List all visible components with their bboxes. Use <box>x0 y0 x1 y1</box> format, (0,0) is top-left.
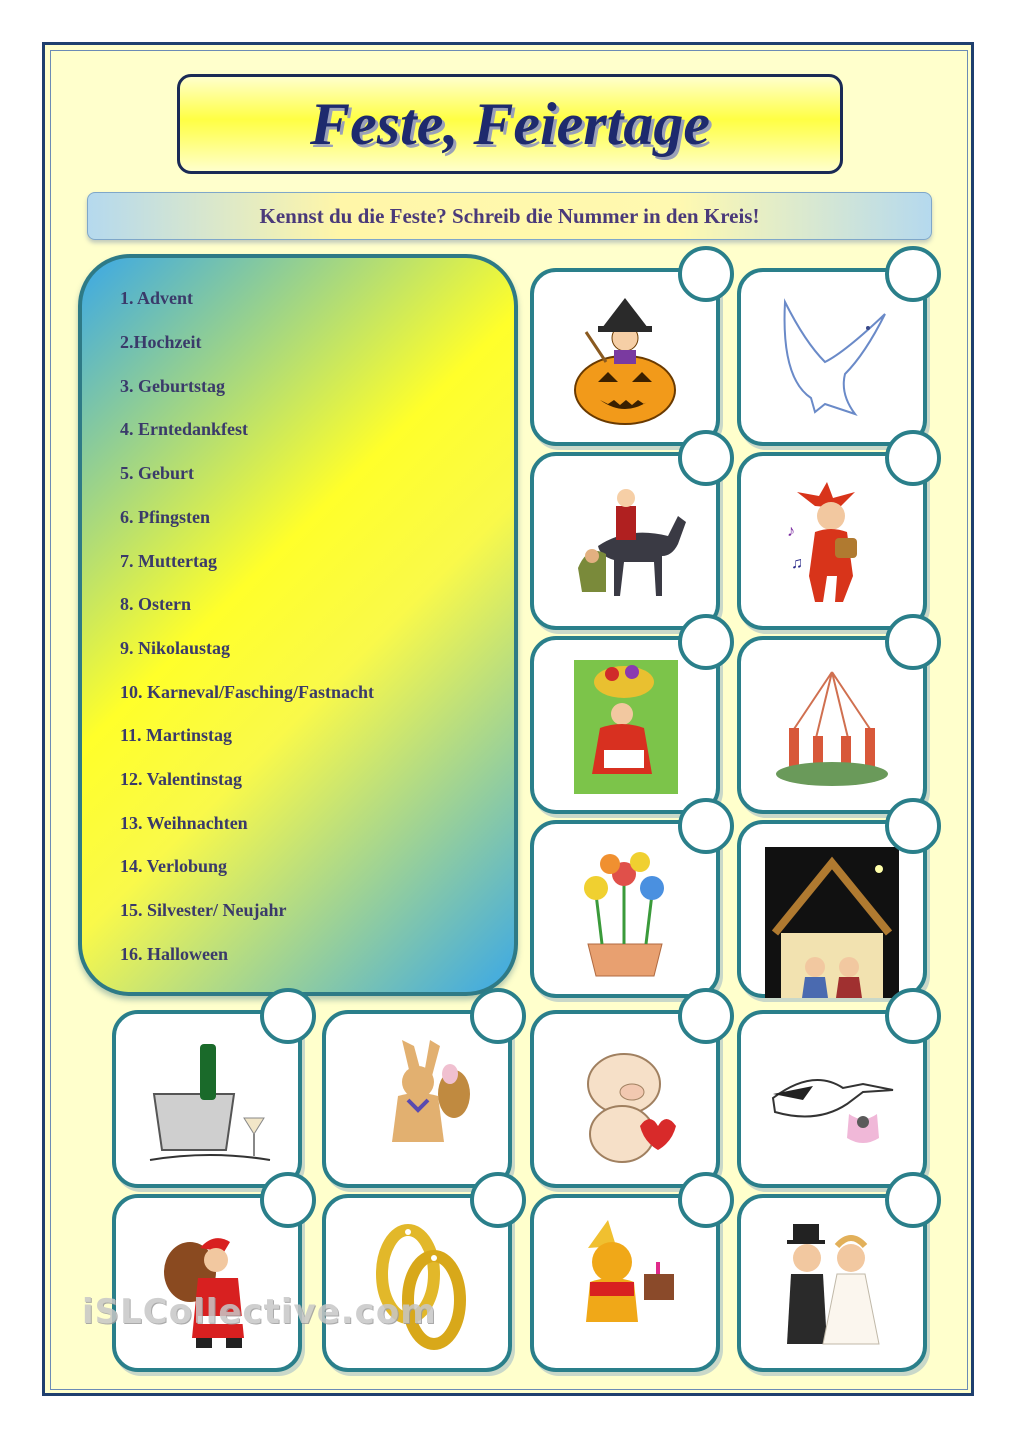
list-item: 5. Geburt <box>120 463 194 483</box>
list-item: 7. Muttertag <box>120 551 217 571</box>
answer-circle[interactable] <box>885 430 941 486</box>
list-item: 12. Valentinstag <box>120 769 243 789</box>
picture-card <box>530 636 720 814</box>
answer-circle[interactable] <box>678 246 734 302</box>
nativity-scene-icon <box>765 830 899 998</box>
instruction-bar <box>87 192 932 240</box>
title-box <box>177 74 843 174</box>
list-item: 2.Hochzeit <box>120 332 202 352</box>
stork-with-baby-icon <box>765 1034 899 1168</box>
jester-icon <box>765 476 899 610</box>
answer-circle[interactable] <box>885 988 941 1044</box>
harvest-basket-woman-icon <box>558 660 692 794</box>
saint-martin-rider-icon <box>558 476 692 610</box>
list-item: 9. Nikolaustag <box>120 638 231 658</box>
instruction-text: Kennst du die Feste? Schreib die Nummer in den Kreis! <box>259 203 760 228</box>
answer-circle[interactable] <box>678 430 734 486</box>
answer-circle[interactable] <box>678 1172 734 1228</box>
picture-card <box>737 1194 927 1372</box>
picture-card <box>530 268 720 446</box>
answer-circle[interactable] <box>470 988 526 1044</box>
list-item: 1. Advent <box>120 288 194 308</box>
picture-card <box>530 1010 720 1188</box>
list-item: 10. Karneval/Fasching/Fastnacht <box>120 682 375 702</box>
picture-card <box>322 1010 512 1188</box>
list-item: 13. Weihnachten <box>120 813 248 833</box>
picture-card <box>530 452 720 630</box>
halloween-pumpkin-witch-icon <box>558 292 692 426</box>
list-item: 15. Silvester/ Neujahr <box>120 900 287 920</box>
picture-card <box>737 1010 927 1188</box>
page-title: Feste, Feiertage <box>310 90 710 157</box>
list-item: 4. Erntedankfest <box>120 419 249 439</box>
answer-circle[interactable] <box>885 1172 941 1228</box>
answer-circle[interactable] <box>678 614 734 670</box>
list-item: 16. Halloween <box>120 944 228 964</box>
answer-circle[interactable] <box>885 246 941 302</box>
picture-card <box>112 1194 302 1372</box>
picture-card <box>737 636 927 814</box>
answer-circle[interactable] <box>470 1172 526 1228</box>
answer-circle[interactable] <box>885 614 941 670</box>
picture-card <box>737 452 927 630</box>
picture-card <box>530 1194 720 1372</box>
list-item: 14. Verlobung <box>120 856 228 876</box>
picture-card <box>112 1010 302 1188</box>
svg-text:♫: ♫ <box>791 555 803 572</box>
svg-text:♪: ♪ <box>787 523 795 540</box>
picture-card <box>530 820 720 998</box>
flower-pot-icon <box>558 844 692 978</box>
bear-birthday-cake-icon <box>558 1218 692 1352</box>
watermark: iSLCollective.com <box>82 1292 437 1332</box>
champagne-bucket-icon <box>140 1034 274 1168</box>
list-item: 8. Ostern <box>120 594 191 614</box>
festival-list <box>78 254 518 996</box>
list-item: 3. Geburtstag <box>120 376 225 396</box>
answer-circle[interactable] <box>678 988 734 1044</box>
answer-circle[interactable] <box>885 798 941 854</box>
answer-circle[interactable] <box>260 988 316 1044</box>
pig-with-heart-icon <box>558 1034 692 1168</box>
answer-circle[interactable] <box>678 798 734 854</box>
list-item: 6. Pfingsten <box>120 507 210 527</box>
answer-circle[interactable] <box>260 1172 316 1228</box>
easter-bunny-icon <box>350 1034 484 1168</box>
bride-and-groom-icon <box>765 1218 899 1352</box>
white-dove-icon <box>765 292 899 426</box>
advent-candles-icon <box>765 660 899 794</box>
picture-card <box>737 268 927 446</box>
list-item: 11. Martinstag <box>120 725 232 745</box>
picture-card <box>737 820 927 998</box>
picture-card <box>322 1194 512 1372</box>
